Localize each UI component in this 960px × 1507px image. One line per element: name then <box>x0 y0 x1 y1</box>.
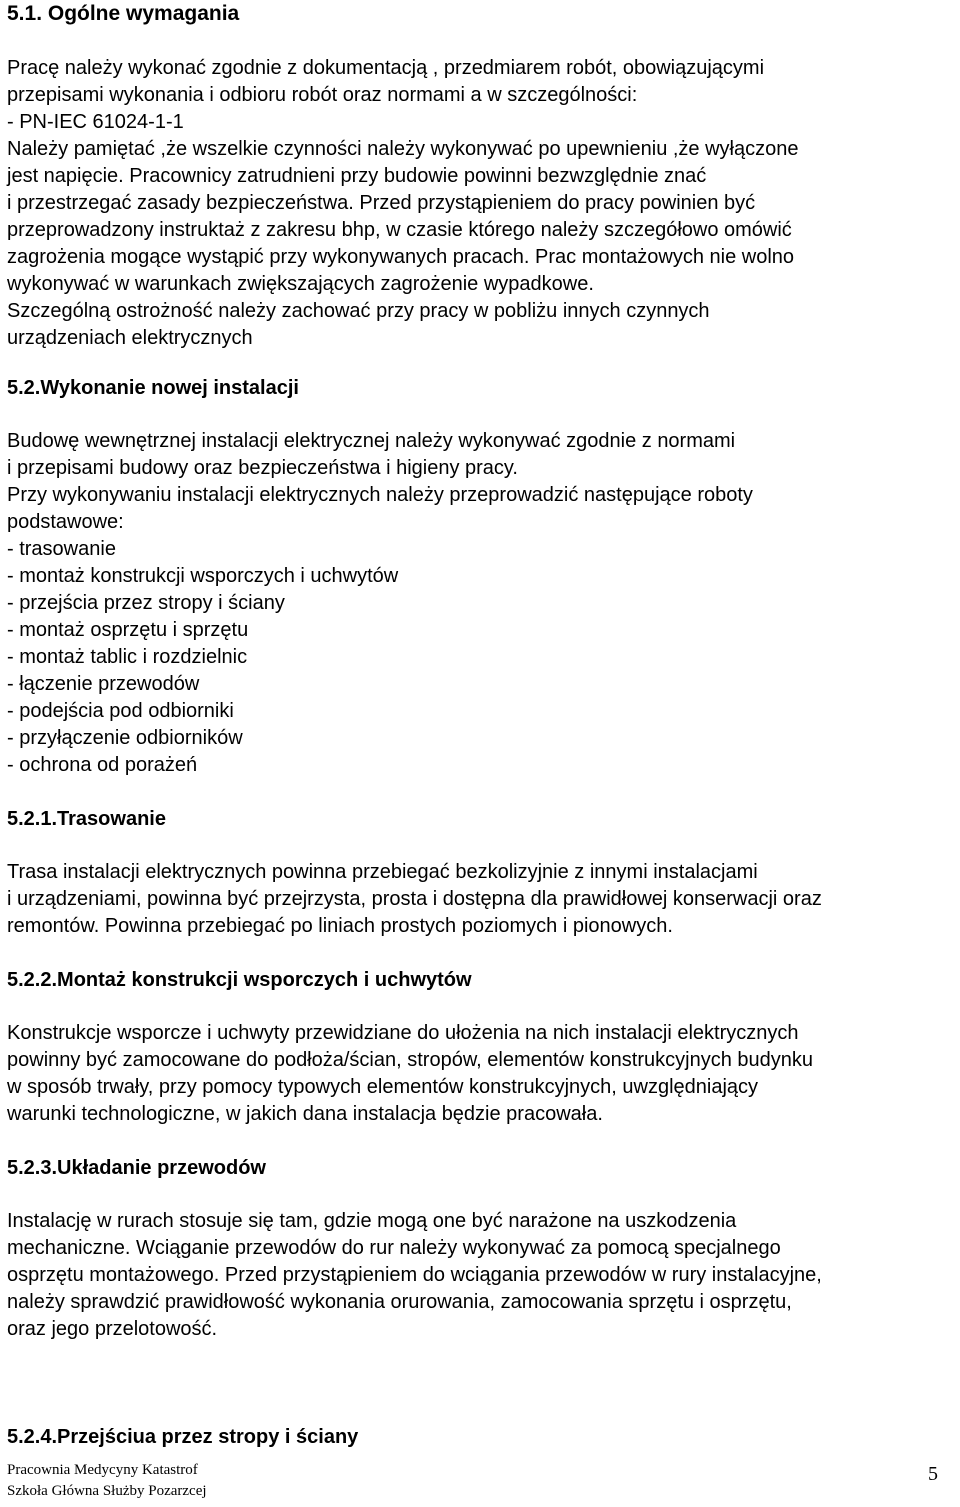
list-item: - montaż osprzętu i sprzętu <box>7 619 249 641</box>
text-line: Budowę wewnętrznej instalacji elektrycznej należy wykonywać zgodnie z normami <box>7 430 736 452</box>
list-item: - montaż konstrukcji wsporczych i uchwytów <box>7 565 399 587</box>
text-line: Przy wykonywaniu instalacji elektrycznych należy przeprowadzić następujące roboty <box>7 484 753 506</box>
text-line: wykonywać w warunkach zwiększających zagrożenie wypadkowe. <box>7 273 594 295</box>
text-line: i urządzeniami, powinna być przejrzysta, prosta i dostępna dla prawidłowej konserwacji oraz <box>7 888 822 910</box>
section-5-2-1-body <box>7 859 822 940</box>
text-line: mechaniczne. Wciąganie przewodów do rur należy wykonywać za pomocą specjalnego <box>7 1237 781 1259</box>
section-5-2-body <box>7 428 753 779</box>
text-line: oraz jego przelotowość. <box>7 1318 218 1340</box>
page-number: 5 <box>928 1463 938 1485</box>
section-5-1-heading: 5.1. Ogólne wymagania <box>7 2 240 25</box>
text-line: urządzeniach elektrycznych <box>7 327 253 349</box>
text-line: Pracę należy wykonać zgodnie z dokumentacją , przedmiarem robót, obowiązującymi <box>7 57 765 79</box>
section-5-2-4-heading: 5.2.4.Przejściua przez stropy i ściany <box>7 1426 359 1448</box>
text-line: podstawowe: <box>7 511 124 533</box>
text-line: Należy pamiętać ,że wszelkie czynności należy wykonywać po upewnieniu ,że wyłączone <box>7 138 799 160</box>
list-item: - podejścia pod odbiorniki <box>7 700 234 722</box>
text-line: jest napięcie. Pracownicy zatrudnieni przy budowie powinni bezwzględnie znać <box>7 165 707 187</box>
section-5-2-2-heading: 5.2.2.Montaż konstrukcji wsporczych i uchwytów <box>7 969 472 991</box>
text-line: - PN-IEC 61024-1-1 <box>7 111 184 133</box>
section-5-2-heading: 5.2.Wykonanie nowej instalacji <box>7 377 299 399</box>
section-5-2-3-body <box>7 1208 822 1343</box>
list-item: - montaż tablic i rozdzielnic <box>7 646 248 668</box>
text-line: należy sprawdzić prawidłowość wykonania orurowania, zamocowania sprzętu i osprzętu, <box>7 1291 792 1313</box>
section-5-2-1-heading: 5.2.1.Trasowanie <box>7 808 166 830</box>
text-line: Trasa instalacji elektrycznych powinna przebiegać bezkolizyjnie z innymi instalacjami <box>7 861 758 883</box>
text-line: remontów. Powinna przebiegać po liniach prostych poziomych i pionowych. <box>7 915 673 937</box>
page-footer <box>7 1460 207 1502</box>
footer-school: Szkoła Główna Służby Pozarzcej <box>7 1483 207 1499</box>
text-line: Szczególną ostrożność należy zachować przy pracy w pobliżu innych czynnych <box>7 300 710 322</box>
footer-institution: Pracownia Medycyny Katastrof <box>7 1462 198 1478</box>
text-line: przeprowadzony instruktaż z zakresu bhp, w czasie którego należy szczegółowo omówić <box>7 219 792 241</box>
text-line: w sposób trwały, przy pomocy typowych elementów konstrukcyjnych, uwzględniający <box>7 1076 759 1098</box>
text-line: przepisami wykonania i odbioru robót oraz normami a w szczególności: <box>7 84 638 106</box>
list-item: - łączenie przewodów <box>7 673 200 695</box>
list-item: - ochrona od porażeń <box>7 754 198 776</box>
list-item: - trasowanie <box>7 538 116 560</box>
section-5-1-body <box>7 55 798 352</box>
text-line: warunki technologiczne, w jakich dana instalacja będzie pracowała. <box>7 1103 603 1125</box>
section-5-2-3-heading: 5.2.3.Układanie przewodów <box>7 1157 266 1179</box>
list-item: - przejścia przez stropy i ściany <box>7 592 285 614</box>
section-5-2-2-body <box>7 1020 813 1128</box>
text-line: powinny być zamocowane do podłoża/ścian, stropów, elementów konstrukcyjnych budynku <box>7 1049 813 1071</box>
text-line: i przepisami budowy oraz bezpieczeństwa i higieny pracy. <box>7 457 518 479</box>
text-line: Instalację w rurach stosuje się tam, gdzie mogą one być narażone na uszkodzenia <box>7 1210 737 1232</box>
text-line: osprzętu montażowego. Przed przystąpieniem do wciągania przewodów w rury instalacyjne, <box>7 1264 822 1286</box>
text-line: Konstrukcje wsporcze i uchwyty przewidziane do ułożenia na nich instalacji elektrycznych <box>7 1022 799 1044</box>
list-item: - przyłączenie odbiorników <box>7 727 243 749</box>
text-line: i przestrzegać zasady bezpieczeństwa. Przed przystąpieniem do pracy powinien być <box>7 192 756 214</box>
text-line: zagrożenia mogące wystąpić przy wykonywanych pracach. Prac montażowych nie wolno <box>7 246 795 268</box>
